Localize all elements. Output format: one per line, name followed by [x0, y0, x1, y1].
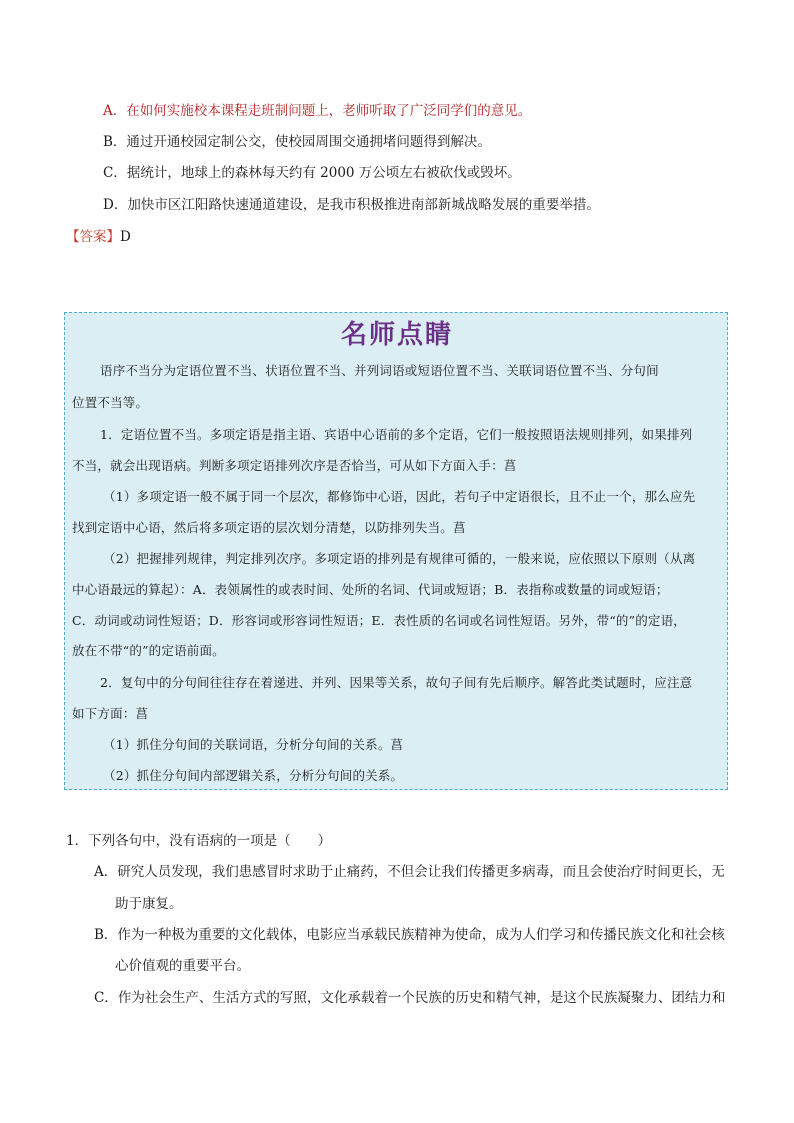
- tips-line: 语序不当分为定语位置不当、状语位置不当、并列词语或短语位置不当、关联词语位置不当、分句间: [100, 363, 659, 378]
- tips-line: 如下方面：菖: [72, 706, 149, 721]
- question-option-line: 助于康复。: [115, 896, 183, 912]
- option-a: A．在如何实施校本课程走班制问题上，老师听取了广泛同学们的意见。: [103, 103, 532, 119]
- tips-title: 名师点睛: [340, 320, 453, 350]
- option-b: B．通过开通校园定制公交，使校园周围交通拥堵问题得到解决。: [103, 134, 491, 150]
- question-stem: 1．下列各句中，没有语病的一项是（ ）: [66, 833, 332, 849]
- tips-line: 找到定语中心语，然后将多项定语的层次划分清楚，以防排列失当。菖: [72, 520, 466, 535]
- tips-line: 中心语最远的算起）：A．表领属性的或表时间、处所的名词、代词或短语；B．表指称或数量的词或短语；: [72, 582, 669, 597]
- tips-line: 2．复句中的分句间往往存在着递进、并列、因果等关系，故句子间有先后顺序。解答此类试题时，应注意: [100, 675, 693, 690]
- tips-line: （2）把握排列规律，判定排列次序。多项定语的排列是有规律可循的，一般来说，应依照以下原则（从离: [103, 551, 696, 566]
- tips-line: （1）抓住分句间的关联词语，分析分句间的关系。菖: [103, 737, 404, 752]
- question-option-line: B．作为一种极为重要的文化载体，电影应当承载民族精神为使命，成为人们学习和传播民族文化和社会核: [94, 927, 725, 943]
- option-d: D．加快市区江阳路快速通道建设，是我市积极推进南部新城战略发展的重要举措。: [103, 197, 600, 213]
- tips-line: 1．定语位置不当。多项定语是指主语、宾语中心语前的多个定语，它们一般按照语法规则排列，如果排列: [100, 427, 693, 442]
- tips-line: 位置不当等。: [72, 395, 149, 410]
- tips-line: （2）抓住分句间内部逻辑关系，分析分句间的关系。: [103, 768, 404, 783]
- tips-line: 放在不带“的”的定语前面。: [72, 643, 225, 658]
- answer-label: 【答案】: [66, 229, 120, 245]
- answer-value: D: [120, 229, 131, 245]
- tips-line: 不当，就会出现语病。判断多项定语排列次序是否恰当，可从如下方面入手：菖: [72, 458, 517, 473]
- question-option-line: A．研究人员发现，我们患感冒时求助于止痛药，不但会让我们传播更多病毒，而且会使治疗时间更长，无: [94, 864, 725, 880]
- question-option-line: C．作为社会生产、生活方式的写照，文化承载着一个民族的历史和精气神，是这个民族凝聚力、团结力和: [94, 990, 726, 1006]
- option-c: C．据统计，地球上的森林每天约有 2000 万公顷左右被砍伐或毁坏。: [103, 165, 521, 181]
- tips-line: （1）多项定语一般不属于同一个层次，都修饰中心语，因此，若句子中定语很长，且不止一个，那么应先: [103, 489, 696, 504]
- question-option-line: 心价值观的重要平台。: [115, 958, 250, 974]
- tips-line: C．动词或动词性短语；D．形容词或形容词性短语；E．表性质的名词或名词性短语。另外，带“的”的定语，: [72, 613, 686, 628]
- answer-line: [66, 227, 131, 247]
